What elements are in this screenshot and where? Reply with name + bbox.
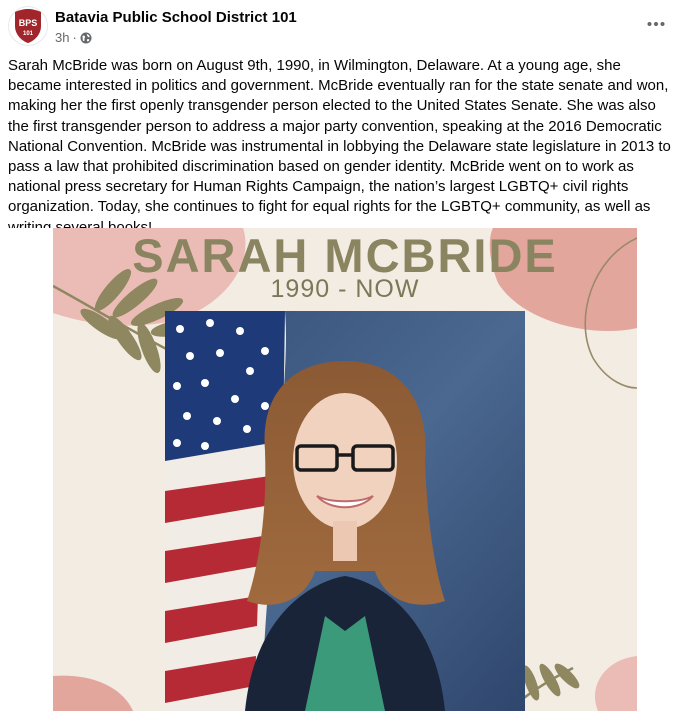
post-header: [0, 0, 682, 52]
school-shield-logo: [8, 6, 48, 46]
post-meta: [55, 30, 92, 45]
pink-blob-bottom-left: [53, 676, 133, 711]
portrait-photo: [165, 311, 525, 711]
poster-dates: 1990 - NOW: [270, 275, 420, 303]
post-time[interactable]: 3h: [55, 30, 70, 45]
avatar-subtext: 101: [22, 31, 34, 37]
meta-separator: ·: [72, 30, 77, 45]
poster-title: SARAH MCBRIDE: [132, 229, 558, 282]
avatar-text: BPS: [18, 18, 38, 28]
page-avatar[interactable]: [8, 6, 48, 46]
more-options-button[interactable]: [640, 10, 672, 38]
page-name-link[interactable]: Batavia Public School District 101: [55, 9, 297, 26]
more-horizontal-icon: [647, 21, 665, 27]
pink-blob-bottom-right: [595, 656, 637, 711]
poster-card: [53, 228, 637, 711]
globe-icon[interactable]: [80, 32, 92, 44]
post-body-text: Sarah McBride was born on August 9th, 1990, in Wilmington, Delaware. At a young age, she became interested in politics and government. McBride eventually ran for the state senate and won, making her the first openly transgender person elected to the United States Senate. She was also the first transgender person to address a major party convention, speaking at the 2016 Democratic National Convention. McBride was instrumental in lobbying the Delaware state legislature in 2013 to pass a law that prohibited discrimination based on gender identity. McBride went on to work as national press secretary for Human Rights Campaign, the nation’s largest LGBTQ+ civil rights organization. Today, she continues to fight for equal rights for the LGBTQ+ community, as well as: [8, 57, 671, 216]
post-image[interactable]: [0, 228, 682, 711]
face: [293, 393, 397, 529]
